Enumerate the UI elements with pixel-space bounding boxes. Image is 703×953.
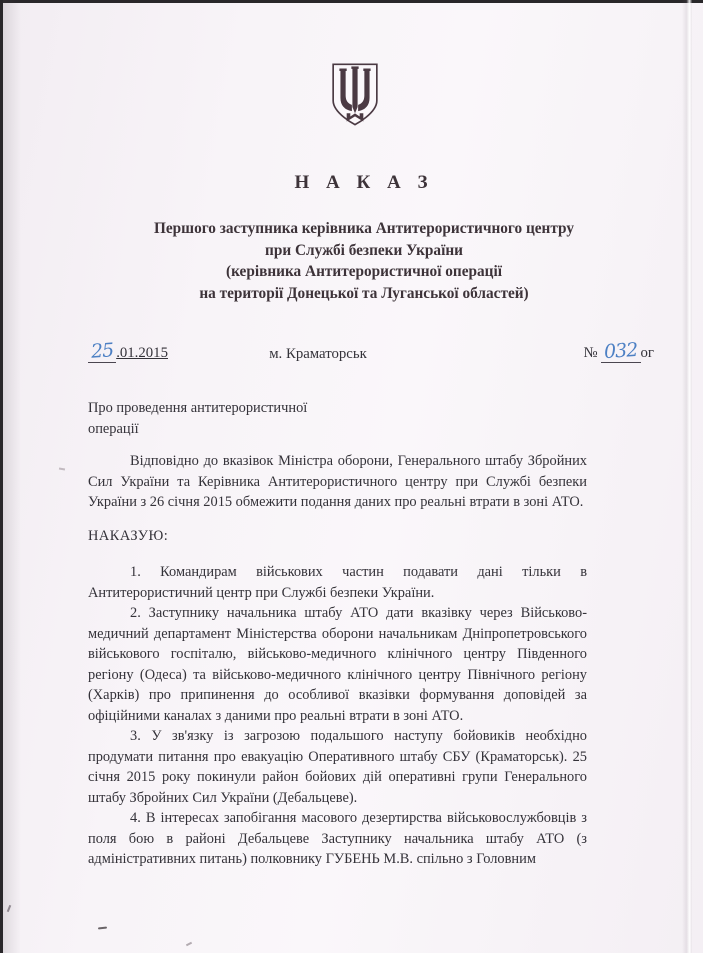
document-place: м. Краматорськ (269, 346, 367, 362)
scan-edge-top (0, 0, 703, 3)
date-row (88, 336, 654, 366)
scan-speck (59, 467, 65, 470)
ukraine-trident-emblem (329, 61, 381, 128)
subtitle-line-4: на території Донецької та Луганської областей) (199, 284, 529, 302)
handwritten-day: 25 (90, 339, 114, 363)
document-subtitle (60, 218, 668, 304)
handwritten-day-field (88, 340, 116, 363)
document-date (88, 340, 168, 363)
order-item-1: 1. Командирам військових частин подавати дані тільки в Антитерористичний центр при Службі безпеки України. (88, 564, 587, 601)
document-number (583, 340, 654, 363)
order-heading: НАКАЗУЮ: (88, 527, 169, 544)
subtitle-line-1: Першого заступника керівника Антитерористичного центру (153, 220, 575, 237)
document-title: Н А К А З (294, 172, 434, 193)
handwritten-number-field (601, 340, 640, 363)
page-fold-line (682, 0, 692, 953)
preamble-paragraph: Відповідно до вказівок Міністра оборони, Генерального штабу Збройних Сил України та Керівника Антитерористичного центру при Службі безпеки України з 26 січня 2015 обмежити подання даних про реальні втрати в зоні АТО. (88, 453, 587, 510)
document-body (88, 451, 587, 870)
handwritten-number: 032 (603, 338, 639, 364)
number-sign: № (583, 345, 598, 361)
order-item-3: 3. У зв'язку із загрозою подальшого наступу бойовиків необхідно продумати питання про евакуацію Оперативного штабу СБУ (Краматорськ). 25 січня 2015 року покинули район бойових дій оперативні групи Генерального штабу Збройних Сил України (Дебальцеве). (88, 728, 587, 806)
subtitle-line-3: (керівника Антитерористичної операції (226, 263, 502, 281)
order-item-4: 4. В інтересах запобігання масового дезертирства військовослужбовців з поля бою в районі Дебальцеве Заступнику начальника штабу АТО (з адміністративних питань) полковнику ГУБЕНЬ М.В. спільно з Головним (88, 810, 587, 867)
date-month-year: .01.2015 (116, 345, 168, 361)
subtitle-line-2: при Службі безпеки України (265, 241, 463, 259)
document-subject: Про проведення антитерористичної операції (88, 400, 308, 437)
scan-speck (98, 927, 107, 930)
scan-speck (186, 942, 192, 947)
order-item-2: 2. Заступнику начальника штабу АТО дати вказівку через Військово-медичний департамент Міністерства оборони начальникам Дніпропетровського військового госпіталю, військово-медичного клінічного центру Південного регіону (Одеса) та військово-медичного клінічного центру Північного регіону (Харків) про припинення до особливої вказівки формування доповідей за офіційними каналах з даними про реальні втрати в зоні АТО. (88, 605, 587, 724)
number-suffix: ог (640, 345, 654, 361)
scan-left-shadow (3, 0, 21, 953)
